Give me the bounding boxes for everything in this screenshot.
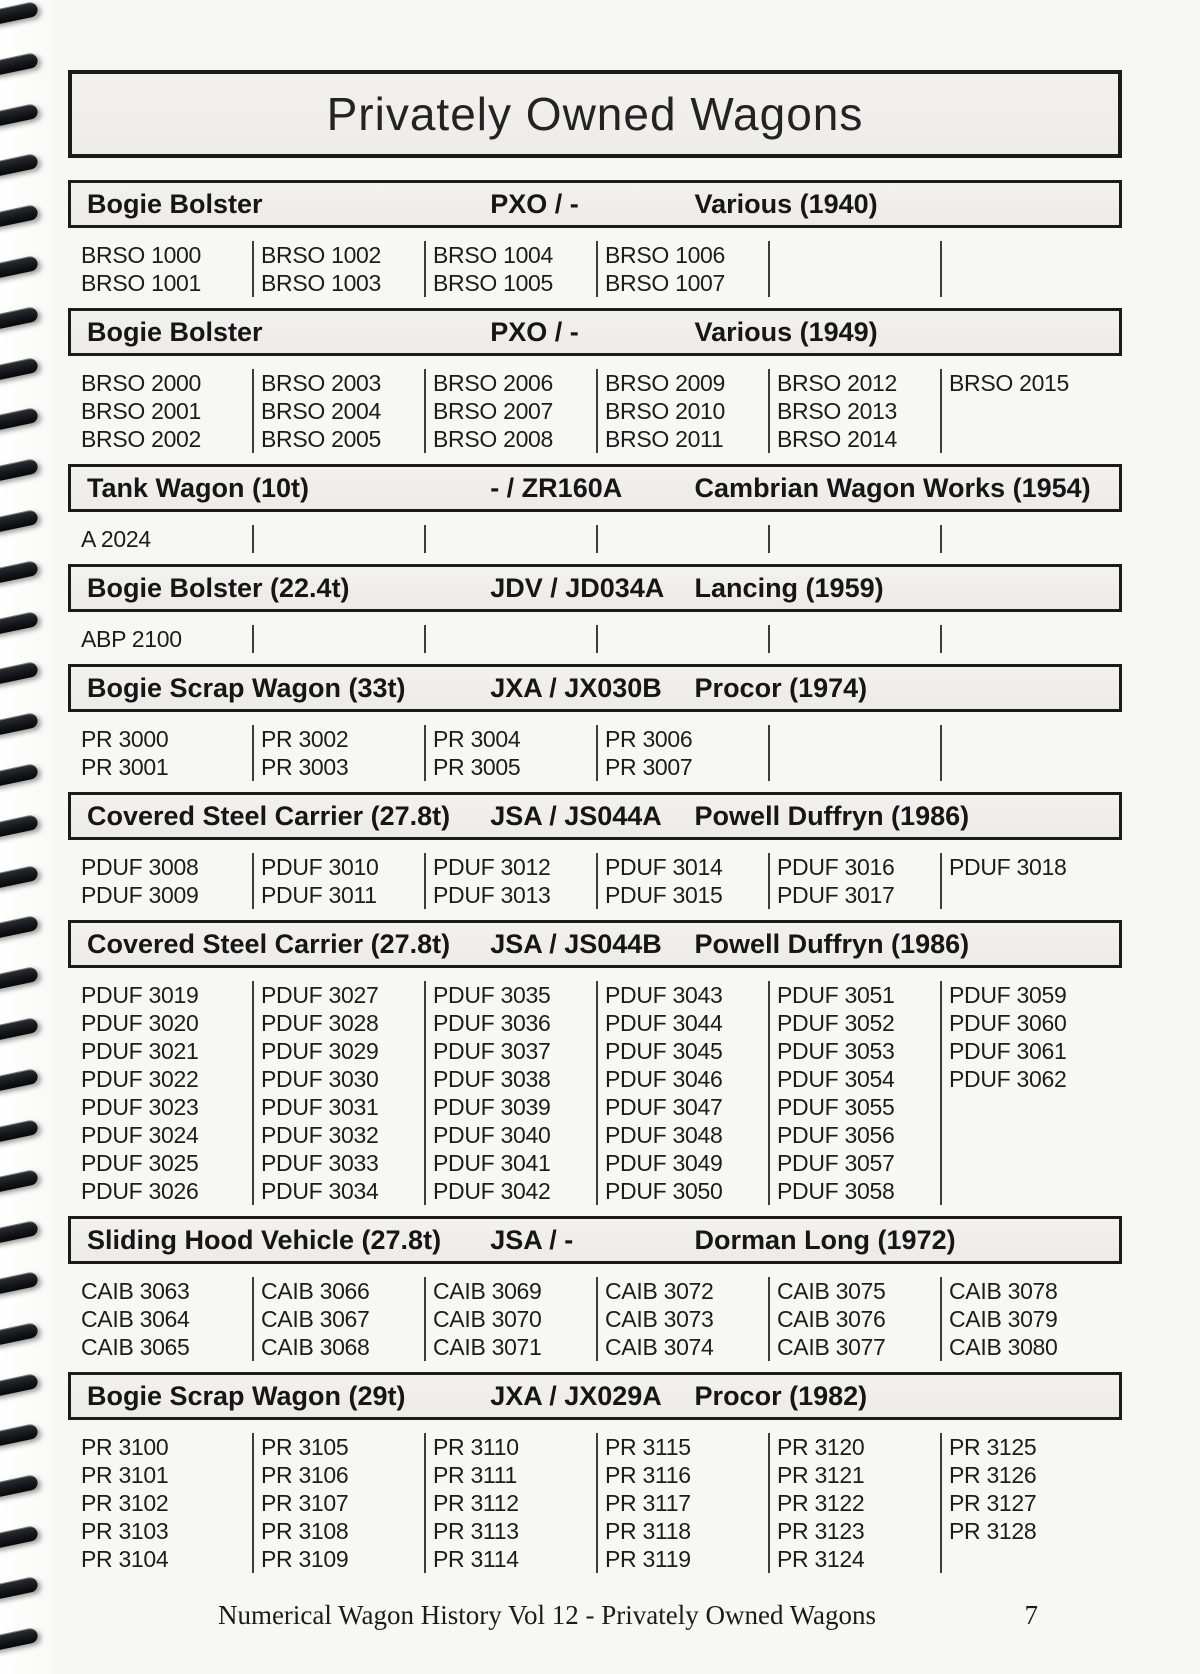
wagon-column: [252, 241, 424, 297]
wagon-column: [940, 981, 1112, 1205]
wagon-number: BRSO 2002: [81, 426, 202, 452]
wagon-number: PR 3127: [949, 1490, 1037, 1516]
wagon-number: PR 3106: [261, 1462, 349, 1488]
wagon-column: [940, 241, 1112, 297]
wagon-number: PDUF 3035: [433, 982, 551, 1008]
wagon-column: [768, 1277, 940, 1361]
wagon-number: PDUF 3017: [777, 882, 895, 908]
wagon-number: CAIB 3079: [949, 1306, 1058, 1332]
wagon-column: [940, 369, 1112, 453]
wagon-number: PDUF 3045: [605, 1038, 723, 1064]
wagon-number: BRSO 2009: [605, 370, 726, 396]
section-code: JDV / JD034A: [490, 572, 665, 603]
wagon-number: PR 3003: [261, 754, 349, 780]
wagon-number: PR 3000: [81, 726, 169, 752]
wagon-number: BRSO 1006: [605, 242, 726, 268]
wagon-number: PR 3105: [261, 1434, 349, 1460]
spiral-coil-icon: [0, 306, 39, 331]
section: [68, 308, 1122, 456]
wagon-column: [252, 369, 424, 453]
spiral-coil-icon: [0, 1373, 39, 1398]
wagon-column: [768, 725, 940, 781]
wagon-number: PR 3115: [605, 1434, 691, 1460]
wagon-number: PDUF 3015: [605, 882, 723, 908]
section-header: [68, 564, 1122, 612]
wagon-number: CAIB 3066: [261, 1278, 370, 1304]
wagon-column: [596, 853, 768, 909]
wagon-number: PR 3125: [949, 1434, 1037, 1460]
wagon-column: [80, 1277, 252, 1361]
wagon-number: PDUF 3047: [605, 1094, 723, 1120]
section-header: [68, 1216, 1122, 1264]
section: [68, 664, 1122, 784]
wagon-number: PDUF 3058: [777, 1178, 895, 1204]
wagon-number: PDUF 3050: [605, 1178, 723, 1204]
wagon-column: [596, 725, 768, 781]
section-code: JXA / JX030B: [490, 672, 662, 703]
wagon-number: PR 3102: [81, 1490, 169, 1516]
wagon-number: CAIB 3076: [777, 1306, 886, 1332]
spiral-coil-icon: [0, 763, 39, 788]
wagon-column: [80, 981, 252, 1205]
section-type: Bogie Bolster (22.4t): [87, 572, 350, 603]
wagon-number: PR 3103: [81, 1518, 169, 1544]
wagon-number: BRSO 2001: [81, 398, 202, 424]
wagon-number: PDUF 3037: [433, 1038, 551, 1064]
section-builder: Powell Duffryn (1986): [694, 800, 970, 831]
spiral-coil-icon: [0, 1474, 39, 1499]
wagon-number: PDUF 3056: [777, 1122, 895, 1148]
wagon-column: [596, 369, 768, 453]
wagon-number: CAIB 3078: [949, 1278, 1058, 1304]
wagon-number: CAIB 3080: [949, 1334, 1058, 1360]
spiral-coil-icon: [0, 661, 39, 686]
spiral-coil-icon: [0, 509, 39, 534]
wagon-number: PDUF 3024: [81, 1122, 199, 1148]
wagon-number: PDUF 3012: [433, 854, 551, 880]
spiral-coil-icon: [0, 966, 39, 991]
wagon-column: [252, 981, 424, 1205]
wagon-number: PDUF 3008: [81, 854, 199, 880]
section-type: Bogie Bolster: [87, 188, 263, 219]
wagon-number: BRSO 2012: [777, 370, 898, 396]
wagon-number: PR 3122: [777, 1490, 865, 1516]
wagon-column: [424, 853, 596, 909]
wagon-column: [940, 525, 1112, 553]
wagon-number: PDUF 3051: [777, 982, 895, 1008]
wagon-number: PDUF 3011: [261, 882, 377, 908]
section-code: JSA / JS044A: [490, 800, 662, 831]
wagon-number: CAIB 3070: [433, 1306, 542, 1332]
spiral-coil-icon: [0, 560, 39, 585]
wagon-number: PDUF 3031: [261, 1094, 379, 1120]
wagon-column: [80, 525, 252, 553]
wagon-column: [80, 241, 252, 297]
wagon-number: PR 3119: [605, 1546, 691, 1572]
wagon-column: [940, 625, 1112, 653]
section-code: PXO / -: [490, 316, 579, 347]
wagon-column: [940, 853, 1112, 909]
section-builder: Cambrian Wagon Works (1954): [694, 472, 1091, 503]
section-builder: Procor (1974): [694, 672, 868, 703]
section-type: Bogie Scrap Wagon (33t): [87, 672, 406, 703]
section-type: Sliding Hood Vehicle (27.8t): [87, 1224, 442, 1255]
spiral-coil-icon: [0, 1119, 39, 1144]
spiral-coil-icon: [0, 1627, 39, 1652]
wagon-column: [424, 241, 596, 297]
spiral-coil-icon: [0, 1271, 39, 1296]
section-header: [68, 920, 1122, 968]
wagon-column: [252, 853, 424, 909]
wagon-number: PDUF 3057: [777, 1150, 895, 1176]
wagon-number: PR 3113: [433, 1518, 519, 1544]
wagon-grid: [80, 722, 1112, 784]
wagon-number: PDUF 3028: [261, 1010, 379, 1036]
wagon-number: PDUF 3034: [261, 1178, 379, 1204]
sections: [68, 180, 1122, 1576]
wagon-number: PR 3108: [261, 1518, 349, 1544]
wagon-number: PDUF 3044: [605, 1010, 723, 1036]
wagon-number: PR 3117: [605, 1490, 691, 1516]
wagon-number: PDUF 3030: [261, 1066, 379, 1092]
wagon-number: PR 3006: [605, 726, 693, 752]
section-header: [68, 464, 1122, 512]
wagon-number: CAIB 3067: [261, 1306, 370, 1332]
wagon-number: ABP 2100: [81, 626, 182, 652]
wagon-column: [252, 525, 424, 553]
spiral-coil-icon: [0, 915, 39, 940]
wagon-number: PDUF 3020: [81, 1010, 199, 1036]
page-content: [68, 0, 1122, 1630]
wagon-number: PDUF 3019: [81, 982, 199, 1008]
wagon-grid: [80, 366, 1112, 456]
wagon-number: PR 3124: [777, 1546, 865, 1572]
wagon-number: BRSO 2013: [777, 398, 898, 424]
wagon-number: PDUF 3061: [949, 1038, 1067, 1064]
wagon-number: PDUF 3049: [605, 1150, 723, 1176]
wagon-number: BRSO 1004: [433, 242, 554, 268]
wagon-number: BRSO 1000: [81, 242, 202, 268]
wagon-column: [252, 1433, 424, 1573]
spiral-coil-icon: [0, 1322, 39, 1347]
wagon-number: CAIB 3074: [605, 1334, 714, 1360]
wagon-number: PR 3121: [777, 1462, 865, 1488]
section-type: Bogie Bolster: [87, 316, 263, 347]
wagon-number: CAIB 3075: [777, 1278, 886, 1304]
wagon-column: [80, 369, 252, 453]
wagon-grid: [80, 622, 1112, 656]
wagon-column: [596, 1433, 768, 1573]
wagon-number: PDUF 3042: [433, 1178, 551, 1204]
spiral-coil-icon: [0, 865, 39, 890]
footer-text: Numerical Wagon History Vol 12 - Privately Owned Wagons: [217, 1600, 877, 1630]
spiral-coil-icon: [0, 52, 39, 77]
wagon-number: PR 3114: [433, 1546, 519, 1572]
wagon-column: [80, 725, 252, 781]
section-type: Tank Wagon (10t): [87, 472, 309, 503]
page-footer: [68, 1600, 1122, 1630]
section-code: JSA / JS044B: [490, 928, 662, 959]
wagon-number: BRSO 1001: [81, 270, 202, 296]
wagon-column: [596, 981, 768, 1205]
section-builder: Powell Duffryn (1986): [694, 928, 970, 959]
section-header: [68, 792, 1122, 840]
wagon-number: PR 3002: [261, 726, 349, 752]
section-header: [68, 180, 1122, 228]
wagon-column: [768, 241, 940, 297]
page-number: 7: [1024, 1600, 1038, 1630]
section-builder: Lancing (1959): [694, 572, 884, 603]
wagon-column: [596, 525, 768, 553]
section-builder: Dorman Long (1972): [694, 1224, 956, 1255]
wagon-number: CAIB 3063: [81, 1278, 190, 1304]
spiral-coil-icon: [0, 1423, 39, 1448]
wagon-column: [768, 1433, 940, 1573]
wagon-number: PDUF 3041: [433, 1150, 551, 1176]
spiral-coil-icon: [0, 255, 39, 280]
wagon-number: A 2024: [81, 526, 151, 552]
wagon-number: PR 3004: [433, 726, 521, 752]
wagon-column: [424, 725, 596, 781]
spiral-coil-icon: [0, 1576, 39, 1601]
wagon-number: PR 3120: [777, 1434, 865, 1460]
wagon-number: PDUF 3055: [777, 1094, 895, 1120]
spiral-coil-icon: [0, 1068, 39, 1093]
spiral-coil-icon: [0, 1017, 39, 1042]
section-code: JSA / -: [490, 1224, 574, 1255]
wagon-column: [80, 853, 252, 909]
section: [68, 1216, 1122, 1364]
wagon-number: PDUF 3048: [605, 1122, 723, 1148]
wagon-column: [252, 1277, 424, 1361]
wagon-number: BRSO 2007: [433, 398, 554, 424]
wagon-number: PDUF 3046: [605, 1066, 723, 1092]
section-code: JXA / JX029A: [490, 1380, 662, 1411]
wagon-number: PDUF 3009: [81, 882, 199, 908]
wagon-number: BRSO 1003: [261, 270, 382, 296]
wagon-number: CAIB 3064: [81, 1306, 190, 1332]
wagon-number: BRSO 2015: [949, 370, 1070, 396]
wagon-number: BRSO 2014: [777, 426, 898, 452]
wagon-number: CAIB 3073: [605, 1306, 714, 1332]
section: [68, 180, 1122, 300]
wagon-number: BRSO 2008: [433, 426, 554, 452]
wagon-number: PDUF 3052: [777, 1010, 895, 1036]
spiral-coil-icon: [0, 1525, 39, 1550]
section-header: [68, 664, 1122, 712]
wagon-number: PR 3007: [605, 754, 693, 780]
spiral-coil-icon: [0, 103, 39, 128]
wagon-number: BRSO 2005: [261, 426, 382, 452]
wagon-number: CAIB 3069: [433, 1278, 542, 1304]
section: [68, 792, 1122, 912]
wagon-number: CAIB 3072: [605, 1278, 714, 1304]
section-code: PXO / -: [490, 188, 579, 219]
wagon-number: PR 3101: [81, 1462, 169, 1488]
wagon-number: CAIB 3068: [261, 1334, 370, 1360]
wagon-column: [80, 1433, 252, 1573]
wagon-column: [768, 525, 940, 553]
wagon-column: [768, 981, 940, 1205]
wagon-grid: [80, 1274, 1112, 1364]
wagon-column: [940, 1433, 1112, 1573]
wagon-number: PDUF 3036: [433, 1010, 551, 1036]
wagon-number: PDUF 3027: [261, 982, 379, 1008]
wagon-grid: [80, 978, 1112, 1208]
wagon-number: PDUF 3059: [949, 982, 1067, 1008]
wagon-number: PR 3116: [605, 1462, 691, 1488]
title-box: [68, 70, 1122, 158]
spiral-coil-icon: [0, 1169, 39, 1194]
wagon-number: BRSO 2003: [261, 370, 382, 396]
wagon-number: PR 3111: [433, 1462, 517, 1488]
wagon-number: PDUF 3022: [81, 1066, 199, 1092]
wagon-number: PDUF 3043: [605, 982, 723, 1008]
spiral-coil-icon: [0, 153, 39, 178]
section: [68, 464, 1122, 556]
wagon-column: [940, 725, 1112, 781]
wagon-number: PDUF 3038: [433, 1066, 551, 1092]
wagon-number: BRSO 2011: [605, 426, 724, 452]
wagon-column: [768, 853, 940, 909]
wagon-number: BRSO 2000: [81, 370, 202, 396]
wagon-column: [252, 625, 424, 653]
section-type: Covered Steel Carrier (27.8t): [87, 928, 451, 959]
section: [68, 920, 1122, 1208]
wagon-number: PDUF 3032: [261, 1122, 379, 1148]
spiral-coil-icon: [0, 458, 39, 483]
wagon-number: PR 3123: [777, 1518, 865, 1544]
wagon-number: BRSO 2004: [261, 398, 382, 424]
section-header: [68, 1372, 1122, 1420]
wagon-number: BRSO 1002: [261, 242, 382, 268]
wagon-number: BRSO 2006: [433, 370, 554, 396]
wagon-grid: [80, 1430, 1112, 1576]
wagon-number: PDUF 3040: [433, 1122, 551, 1148]
section-type: Bogie Scrap Wagon (29t): [87, 1380, 406, 1411]
wagon-number: PR 3107: [261, 1490, 349, 1516]
wagon-number: PR 3128: [949, 1518, 1037, 1544]
wagon-column: [596, 241, 768, 297]
wagon-column: [252, 725, 424, 781]
wagon-number: PR 3126: [949, 1462, 1037, 1488]
spiral-coil-icon: [0, 1220, 39, 1245]
wagon-column: [424, 625, 596, 653]
section-type: Covered Steel Carrier (27.8t): [87, 800, 451, 831]
spiral-coil-icon: [0, 712, 39, 737]
wagon-column: [424, 525, 596, 553]
spiral-coil-icon: [0, 814, 39, 839]
section-builder: Various (1940): [694, 188, 878, 219]
section-builder: Various (1949): [694, 316, 878, 347]
wagon-number: PDUF 3018: [949, 854, 1067, 880]
wagon-number: PDUF 3060: [949, 1010, 1067, 1036]
spiral-coil-icon: [0, 407, 39, 432]
wagon-column: [596, 1277, 768, 1361]
wagon-number: PR 3112: [433, 1490, 519, 1516]
wagon-number: PR 3118: [605, 1518, 691, 1544]
section-code: - / ZR160A: [490, 472, 623, 503]
section: [68, 564, 1122, 656]
wagon-number: PR 3110: [433, 1434, 519, 1460]
wagon-number: PR 3104: [81, 1546, 169, 1572]
wagon-number: PDUF 3023: [81, 1094, 199, 1120]
wagon-number: PDUF 3025: [81, 1150, 199, 1176]
wagon-grid: [80, 522, 1112, 556]
wagon-column: [940, 1277, 1112, 1361]
spiral-coil-icon: [0, 357, 39, 382]
wagon-number: CAIB 3077: [777, 1334, 886, 1360]
section-header: [68, 308, 1122, 356]
wagon-column: [768, 369, 940, 453]
wagon-number: PDUF 3053: [777, 1038, 895, 1064]
wagon-grid: [80, 850, 1112, 912]
wagon-number: BRSO 2010: [605, 398, 726, 424]
wagon-number: PDUF 3026: [81, 1178, 199, 1204]
wagon-number: PDUF 3021: [81, 1038, 199, 1064]
wagon-number: PDUF 3039: [433, 1094, 551, 1120]
wagon-number: PR 3001: [81, 754, 169, 780]
wagon-number: PR 3100: [81, 1434, 169, 1460]
wagon-number: PR 3109: [261, 1546, 349, 1572]
wagon-column: [596, 625, 768, 653]
wagon-number: BRSO 1007: [605, 270, 726, 296]
wagon-number: PDUF 3013: [433, 882, 551, 908]
spiral-coil-icon: [0, 204, 39, 229]
wagon-column: [424, 369, 596, 453]
section-builder: Procor (1982): [694, 1380, 868, 1411]
wagon-column: [424, 1277, 596, 1361]
wagon-number: PDUF 3014: [605, 854, 723, 880]
wagon-number: PR 3005: [433, 754, 521, 780]
wagon-number: PDUF 3010: [261, 854, 379, 880]
wagon-column: [80, 625, 252, 653]
wagon-number: CAIB 3071: [433, 1334, 542, 1360]
wagon-number: BRSO 1005: [433, 270, 554, 296]
wagon-number: CAIB 3065: [81, 1334, 190, 1360]
wagon-column: [768, 625, 940, 653]
wagon-number: PDUF 3029: [261, 1038, 379, 1064]
wagon-grid: [80, 238, 1112, 300]
wagon-number: PDUF 3062: [949, 1066, 1067, 1092]
spiral-binding: [0, 0, 62, 1674]
spiral-coil-icon: [0, 1, 39, 26]
spiral-coil-icon: [0, 611, 39, 636]
wagon-number: PDUF 3054: [777, 1066, 895, 1092]
section: [68, 1372, 1122, 1576]
wagon-column: [424, 1433, 596, 1573]
wagon-number: PDUF 3033: [261, 1150, 379, 1176]
wagon-column: [424, 981, 596, 1205]
wagon-number: PDUF 3016: [777, 854, 895, 880]
page-title: Privately Owned Wagons: [326, 88, 864, 140]
